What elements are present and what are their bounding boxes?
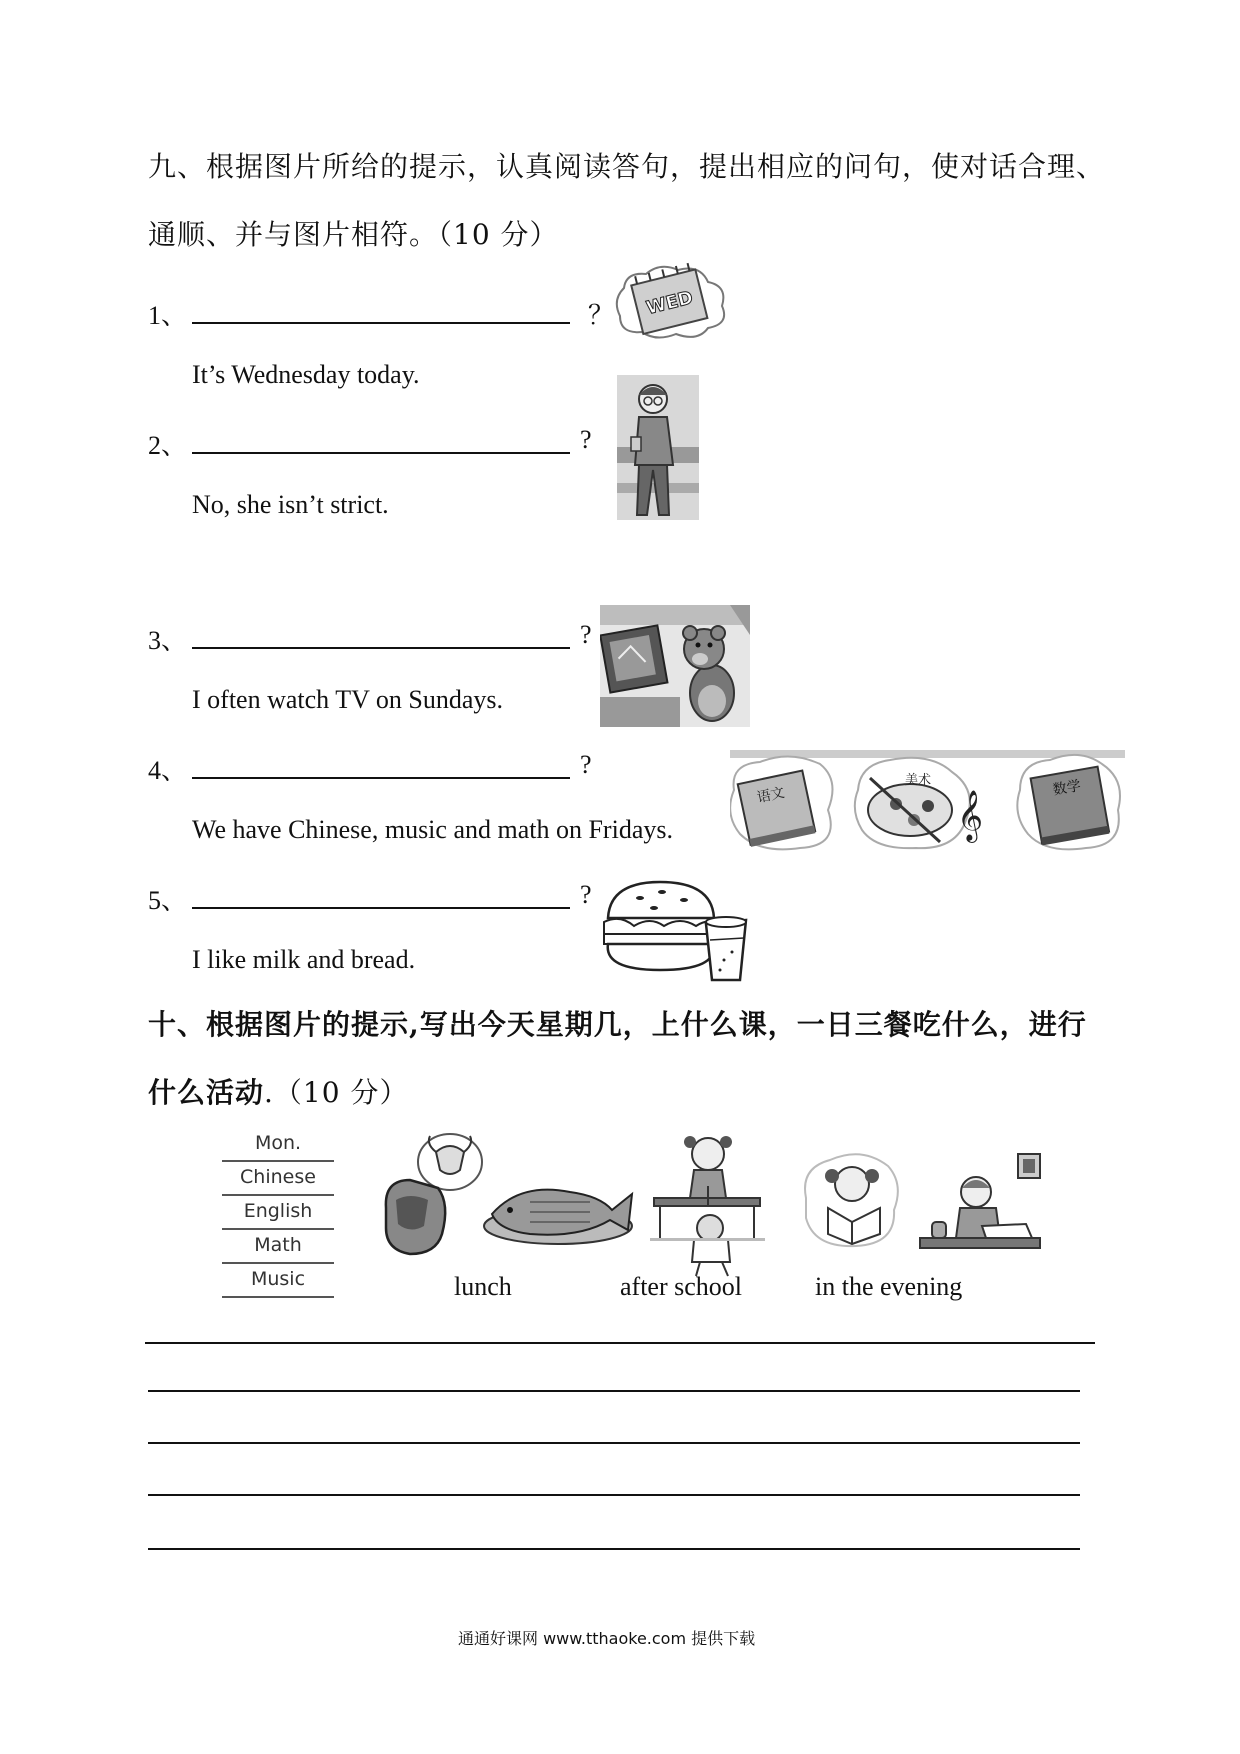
question-2-blank[interactable] [192,452,570,454]
caption-in-the-evening: in the evening [815,1272,963,1301]
writing-line[interactable] [145,1342,1095,1344]
question-3-number: 3、 [148,626,188,655]
schedule-subject: Chinese [222,1162,334,1196]
calendar-text: WED [644,287,696,320]
lunch-meat-fish-icon [380,1130,640,1258]
question-5-blank[interactable] [192,907,570,909]
writing-line[interactable] [148,1548,1080,1550]
subject-chinese-text: 语文 [755,784,787,807]
writing-line[interactable] [148,1442,1080,1444]
question-3-qmark: ? [580,620,592,649]
subject-math-text: 数学 [1051,777,1083,799]
question-3-blank[interactable] [192,647,570,649]
section10-title-line2 [148,1071,408,1111]
section10-title-line1: 十、根据图片的提示,写出今天星期几，上什么课，一日三餐吃什么，进行 [148,1008,1087,1041]
teacher-icon [617,375,699,520]
question-1-blank[interactable] [192,322,570,324]
section10-title-tail: .（10 分） [264,1076,409,1109]
writing-line[interactable] [148,1494,1080,1496]
question-4-answer: We have Chinese, music and math on Fridays. [192,815,673,844]
question-4-number: 4、 [148,756,188,785]
schedule-list [222,1128,334,1298]
question-3-answer: I often watch TV on Sundays. [192,685,503,714]
writing-line[interactable] [148,1390,1080,1392]
calendar-wed-icon [612,260,732,342]
question-4-qmark: ? [580,750,592,779]
subject-art-text: 美术 [904,773,932,788]
subjects-icon [730,750,1125,855]
question-1-qmark: ？ [588,301,615,330]
section10-title-main: 什么活动 [148,1076,265,1109]
evening-reading-homework-icon [800,1148,1045,1250]
schedule-subject: English [222,1196,334,1230]
question-1-number: 1、 [148,301,188,330]
question-5-answer: I like milk and bread. [192,945,416,974]
question-2-number: 2、 [148,431,188,460]
section9-title-line1: 九、根据图片所给的提示，认真阅读答句，提出相应的问句，使对话合理、 [148,150,1106,183]
bear-tv-icon [600,605,750,727]
question-4-blank[interactable] [192,777,570,779]
question-1-answer: It’s Wednesday today. [192,360,420,389]
footer-credit: 通通好课网 www.tthaoke.com 提供下载 [458,1629,756,1648]
question-5-qmark: ? [580,880,592,909]
after-school-table-tennis-icon [650,1128,765,1278]
caption-after-school: after school [620,1272,743,1301]
burger-milk-icon [600,878,750,983]
svg-text:𝄞: 𝄞 [956,790,984,841]
caption-lunch: lunch [454,1272,512,1301]
question-2-qmark: ? [580,425,592,454]
schedule-day: Mon. [222,1128,334,1162]
section9-title-line2: 通顺、并与图片相符。（10 分） [148,218,559,251]
schedule-subject: Math [222,1230,334,1264]
question-5-number: 5、 [148,886,188,915]
question-2-answer: No, she isn’t strict. [192,490,389,519]
schedule-subject: Music [222,1264,334,1298]
